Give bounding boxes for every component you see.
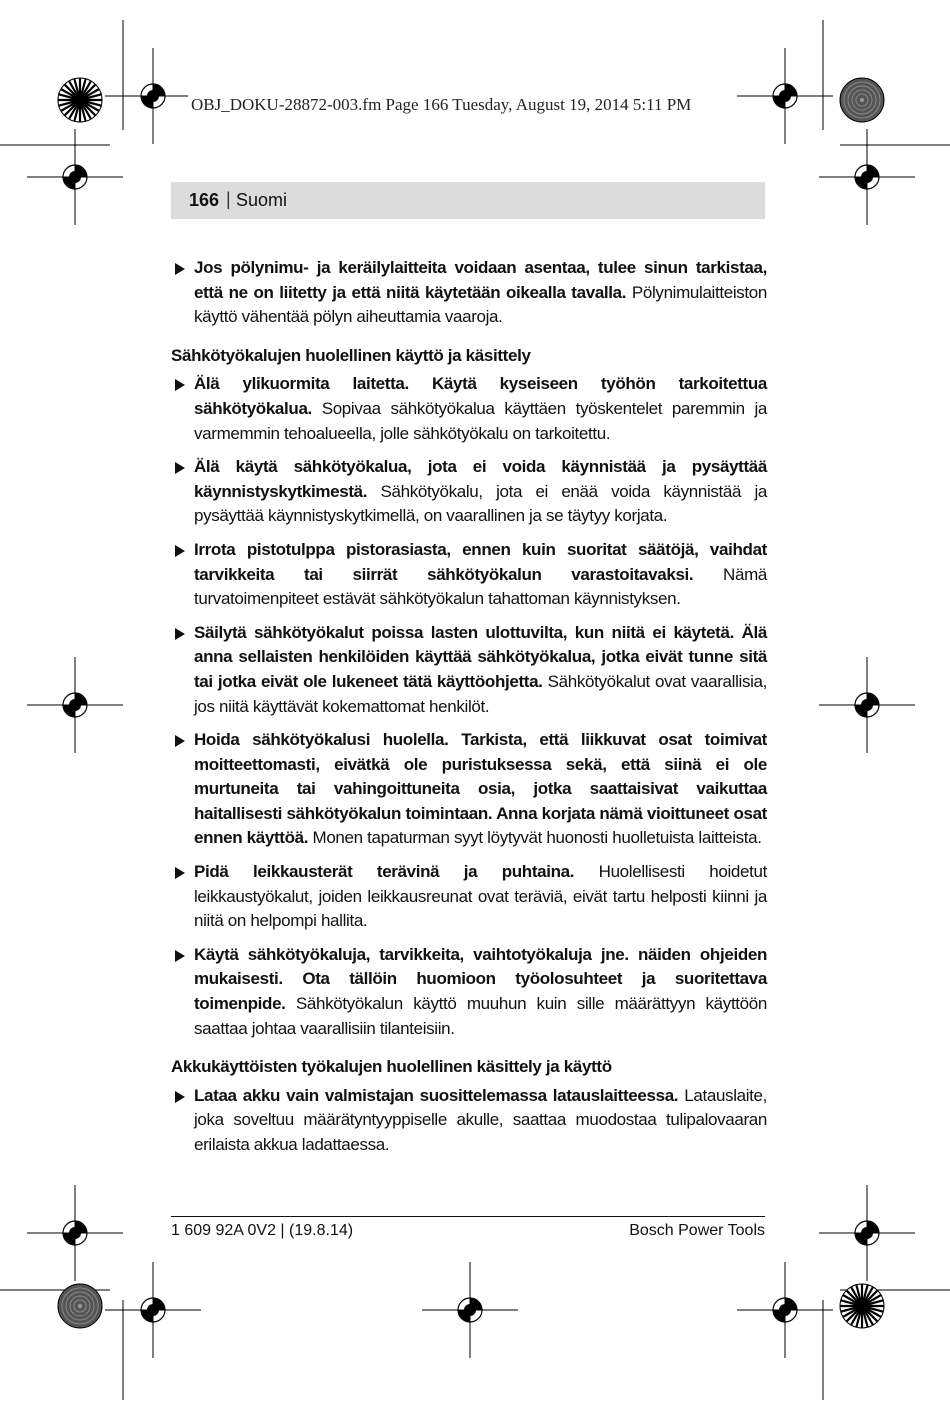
item-text: Pölynimulaitteiston käyttö vähentää pölyn aiheuttamia vaaroja.	[194, 282, 767, 327]
list-item	[171, 256, 767, 330]
bullet-triangle-icon	[175, 950, 185, 962]
list-item	[171, 1084, 767, 1158]
item-text: Sähkötyökalun käyttö muuhun kuin sille määrättyyn käyttöön saattaa johtaa vaarallisiin tilanteisiin.	[194, 994, 767, 1038]
list-item	[171, 538, 767, 612]
item-bold-text: Älä käytä sähkötyökalua, jota ei voida käynnistää ja pysäyttää käynnistyskytkimestä.	[194, 457, 767, 501]
item-bold-text: Säilytä sähkötyökalut poissa lasten ulottuvilta, kun niitä ei käytetä. Älä anna sellaisten henkilöiden käyttää sähkötyökalua, jotka eivät tunne sitä tai jotka eivät ole lukeneet tätä käyttöohjetta.	[194, 622, 767, 691]
bullet-triangle-icon	[175, 545, 185, 557]
item-text: Latauslaite, joka soveltuu määrätyntyyppiselle akulle, saattaa muodostaa tulipalovaaran erilaista akkua ladattaessa.	[194, 1085, 768, 1154]
list-item	[171, 621, 767, 719]
bullet-triangle-icon	[175, 867, 185, 879]
item-text: Sähkötyökalu, jota ei enää voida käynnistää ja pysäyttää käynnistyskytkimellä, on vaarallinen ja se täytyy korjata.	[194, 481, 767, 526]
item-bold-text: Hoida sähkötyökalusi huolella. Tarkista, että liikkuvat osat toimivat moitteettomasti, eivätkä ole puristuksessa sekä, että siinä ei ole murtuneita tai vahingoittuneita osia, jotka saattaisivat vaikuttaa haitallisesti sähkötyökalun toimintaan. Anna korjata nämä vioittuneet osat ennen käyttöä.	[194, 730, 767, 848]
bullet-triangle-icon	[175, 628, 185, 640]
item-bold-text: Jos pölynimu- ja keräilylaitteita voidaan asentaa, tulee sinun tarkistaa, että ne on liitetty ja että niitä käytetään oikealla tavalla.	[194, 258, 767, 302]
footer-brand: Bosch Power Tools	[629, 1222, 765, 1239]
section-heading: Akkukäyttöisten työkalujen huolellinen käsittely ja käyttö	[171, 1057, 612, 1077]
bullet-triangle-icon	[175, 379, 185, 391]
item-text: Sähkötyökalut ovat vaarallisia, jos niitä käyttävät kokemattomat henkilöt.	[194, 671, 767, 716]
item-bold-text: Käytä sähkötyökaluja, tarvikkeita, vaihtotyökaluja jne. näiden ohjeiden mukaisesti. Ota tällöin huomioon työolosuhteet ja suoritettava toimenpide.	[194, 944, 767, 1014]
item-bold-text: Lataa akku vain valmistajan suosittelemassa latauslaitteessa.	[194, 1085, 679, 1105]
item-text: Huolellisesti hoidetut leikkaustyökalut, joiden leikkausreunat ovat teräviä, eivät tartu helposti kiinni ja niitä on helpompi hallita.	[194, 862, 767, 931]
bullet-triangle-icon	[175, 263, 185, 275]
footer-document-number: 1 609 92A 0V2 | (19.8.14)	[171, 1222, 354, 1239]
bullet-triangle-icon	[175, 462, 185, 474]
list-item	[171, 455, 767, 529]
bullet-triangle-icon	[175, 735, 185, 747]
main-content	[171, 256, 767, 1167]
item-bold-text: Pidä leikkausterät terävinä ja puhtaina.	[194, 862, 575, 882]
bullet-triangle-icon	[175, 1091, 185, 1103]
list-item	[171, 943, 767, 1041]
page-number: 166	[189, 190, 220, 210]
item-bold-text: Älä ylikuormita laitetta. Käytä kyseiseen työhön tarkoitettua sähkötyökalua.	[194, 374, 767, 418]
item-text: Nämä turvatoimenpiteet estävät sähkötyökalun tahattoman käynnistyksen.	[194, 564, 767, 609]
section-heading: Sähkötyökalujen huolellinen käyttö ja käsittely	[171, 345, 531, 365]
item-text: Sopivaa sähkötyökalua käyttäen työskentelet paremmin ja varmemmin tehoalueella, jolle sähkötyökalu on tarkoitettu.	[194, 398, 767, 443]
footer-divider	[171, 1216, 765, 1217]
list-item	[171, 372, 767, 446]
page-header	[171, 182, 765, 219]
item-bold-text: Irrota pistotulppa pistorasiasta, ennen kuin suoritat säätöjä, vaihdat tarvikkeita tai siirrät sähkötyökalun varastoitavaksi.	[194, 539, 767, 584]
list-item	[171, 860, 767, 934]
list-item	[171, 728, 767, 851]
print-slug: OBJ_DOKU-28872-003.fm Page 166 Tuesday, August 19, 2014 5:11 PM	[188, 95, 694, 115]
header-language: Suomi	[236, 190, 288, 210]
header-separator: |	[226, 189, 231, 209]
item-text: Monen tapaturman syyt löytyvät huonosti huolletuista laitteista.	[308, 828, 762, 848]
